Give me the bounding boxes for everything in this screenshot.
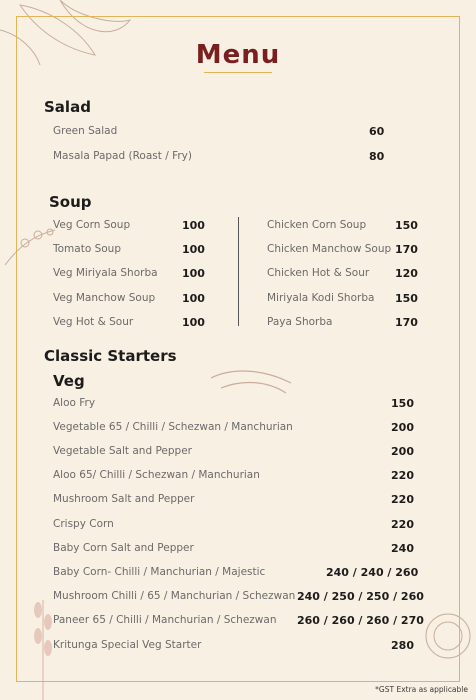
menu-item-price: 150 <box>391 397 414 410</box>
menu-item-name: Green Salad <box>53 125 118 137</box>
title-underline <box>204 72 272 73</box>
menu-item-price: 240 / 240 / 260 <box>326 566 419 579</box>
soup-heading: Soup <box>49 193 92 211</box>
soup-column-divider <box>238 217 239 326</box>
menu-item-price: 260 / 260 / 260 / 270 <box>297 614 424 627</box>
menu-item-name: Kritunga Special Veg Starter <box>53 639 202 651</box>
menu-item-price: 60 <box>369 125 385 138</box>
menu-item-name: Veg Manchow Soup <box>53 292 156 304</box>
menu-item-name: Baby Corn- Chilli / Manchurian / Majestic <box>53 566 266 578</box>
menu-item-price: 220 <box>391 469 414 482</box>
menu-item-name: Aloo 65/ Chilli / Schezwan / Manchurian <box>53 469 260 481</box>
menu-item-name: Vegetable Salt and Pepper <box>53 445 192 457</box>
gst-footer-note: *GST Extra as applicable <box>375 685 468 694</box>
menu-item-price: 100 <box>182 243 205 256</box>
menu-item-name: Paneer 65 / Chilli / Manchurian / Schezwan <box>53 614 277 626</box>
menu-item-price: 170 <box>395 316 418 329</box>
menu-item-name: Baby Corn Salt and Pepper <box>53 542 194 554</box>
menu-item-name: Miriyala Kodi Shorba <box>267 292 375 304</box>
menu-item-price: 240 / 250 / 250 / 260 <box>297 590 424 603</box>
salad-heading: Salad <box>44 98 91 116</box>
menu-item-name: Mushroom Salt and Pepper <box>53 493 195 505</box>
menu-item-name: Paya Shorba <box>267 316 333 328</box>
menu-item-price: 200 <box>391 421 414 434</box>
menu-item-name: Crispy Corn <box>53 518 114 530</box>
menu-item-name: Vegetable 65 / Chilli / Schezwan / Manchurian <box>53 421 293 433</box>
classic-starters-heading: Classic Starters <box>44 347 177 365</box>
menu-item-name: Chicken Hot & Sour <box>267 267 370 279</box>
menu-item-price: 220 <box>391 493 414 506</box>
menu-item-price: 100 <box>182 316 205 329</box>
menu-item-name: Veg Hot & Sour <box>53 316 134 328</box>
menu-title: Menu <box>195 40 281 70</box>
menu-item-name: Mushroom Chilli / 65 / Manchurian / Schezwan <box>53 590 296 602</box>
menu-item-name: Veg Corn Soup <box>53 219 131 231</box>
menu-item-price: 240 <box>391 542 414 555</box>
menu-item-price: 150 <box>395 219 418 232</box>
menu-item-price: 220 <box>391 518 414 531</box>
menu-item-price: 150 <box>395 292 418 305</box>
menu-item-price: 100 <box>182 267 205 280</box>
menu-item-price: 100 <box>182 292 205 305</box>
menu-item-name: Aloo Fry <box>53 397 96 409</box>
menu-item-price: 200 <box>391 445 414 458</box>
menu-item-price: 120 <box>395 267 418 280</box>
veg-subheading: Veg <box>53 372 85 390</box>
menu-item-price: 80 <box>369 150 385 163</box>
menu-item-name: Veg Miriyala Shorba <box>53 267 158 279</box>
menu-item-price: 280 <box>391 639 414 652</box>
menu-item-price: 100 <box>182 219 205 232</box>
menu-item-name: Tomato Soup <box>53 243 122 255</box>
menu-item-name: Chicken Corn Soup <box>267 219 367 231</box>
menu-item-name: Chicken Manchow Soup <box>267 243 392 255</box>
menu-item-name: Masala Papad (Roast / Fry) <box>53 150 192 162</box>
menu-item-price: 170 <box>395 243 418 256</box>
